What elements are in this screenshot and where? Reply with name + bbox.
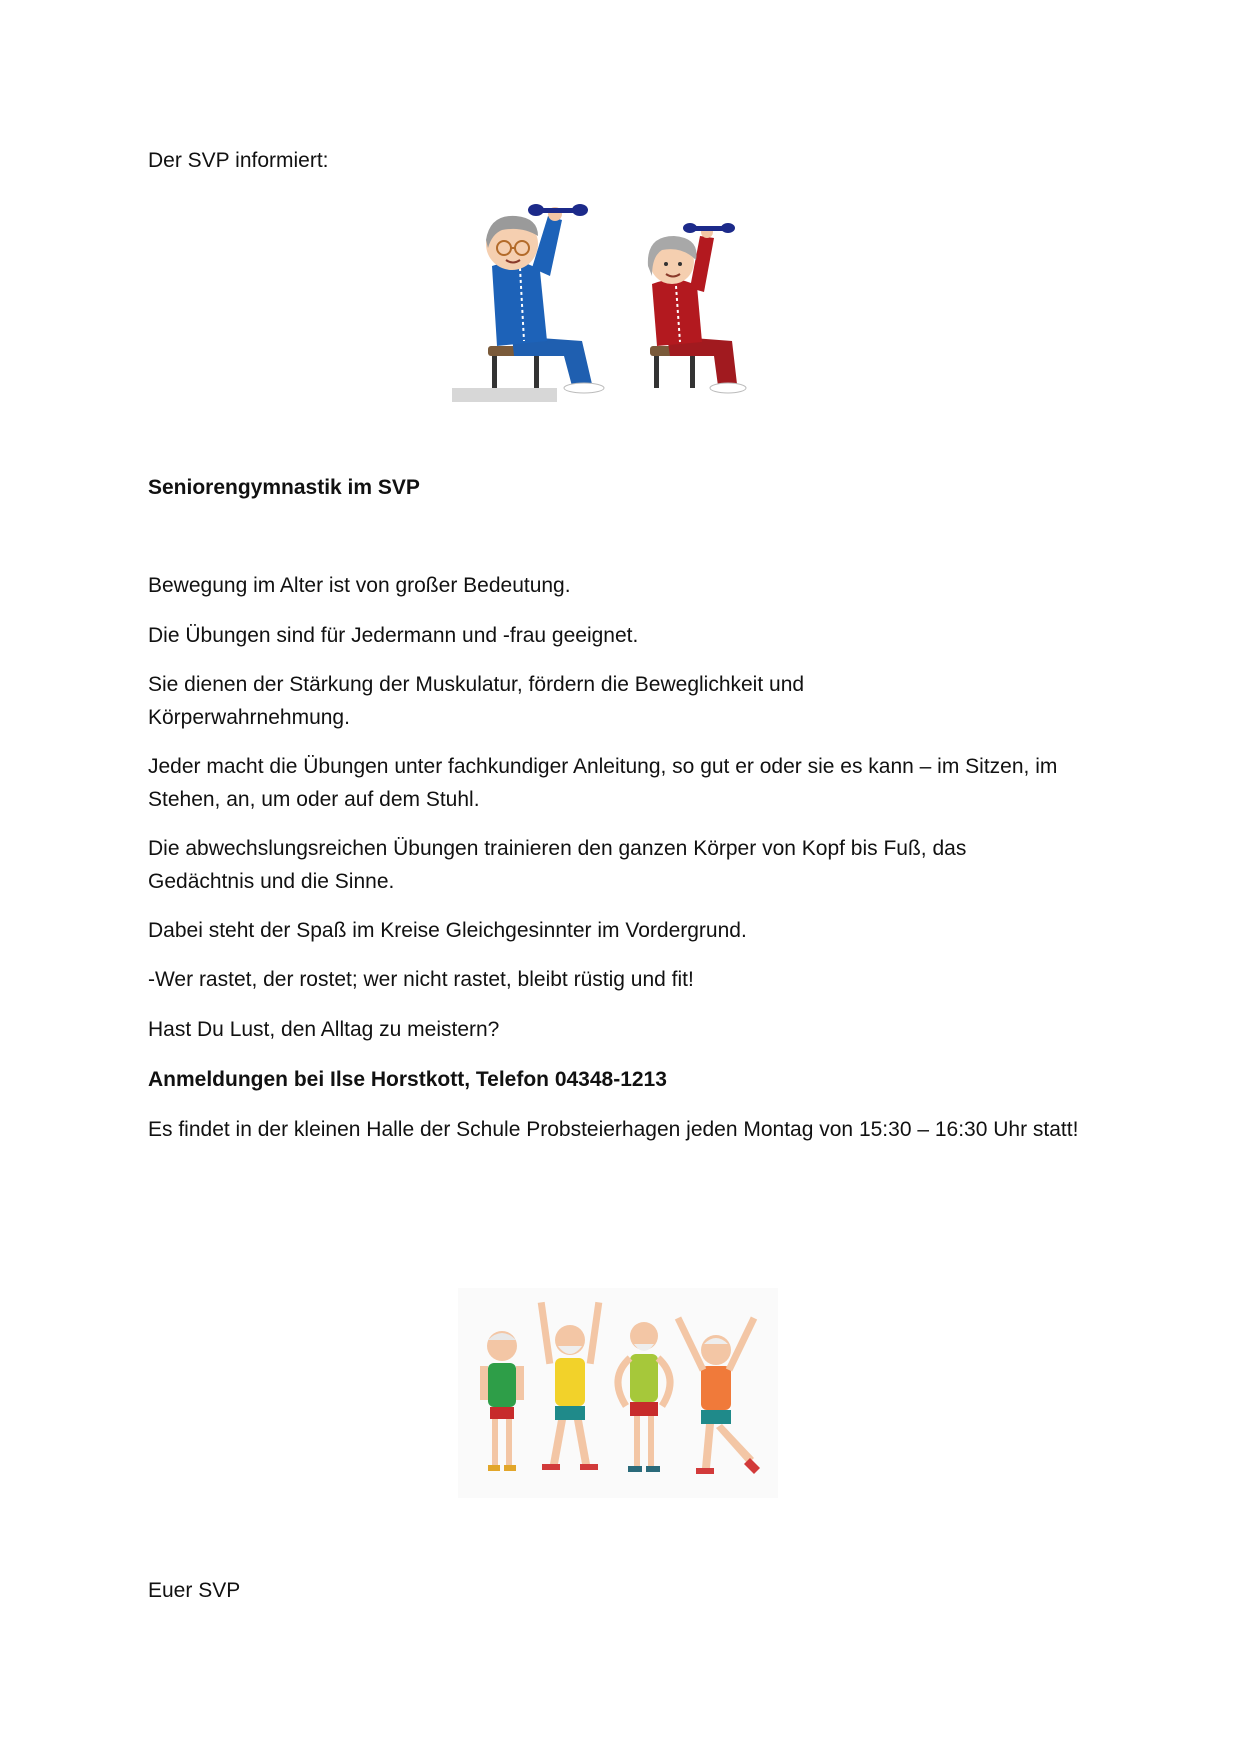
paragraph-3: Sie dienen der Stärkung der Muskulatur, fördern die Beweglichkeit und Körperwahrnehmung. (148, 673, 805, 729)
paragraph-6: Dabei steht der Spaß im Kreise Gleichgesinnter im Vordergrund. (148, 919, 747, 942)
seniors-dumbbell-illustration (452, 196, 782, 406)
seniors-group-exercise-illustration (458, 1288, 778, 1498)
paragraph-5: Die abwechslungsreichen Übungen trainieren den ganzen Körper von Kopf bis Fuß, das Gedächtnis und die Sinne. (148, 837, 967, 893)
paragraph-1: Bewegung im Alter ist von großer Bedeutung. (148, 574, 571, 597)
contact-line: Anmeldungen bei Ilse Horstkott, Telefon 04348-1213 (148, 1068, 667, 1091)
paragraph-4: Jeder macht die Übungen unter fachkundiger Anleitung, so gut er oder sie es kann – im Sitzen, im Stehen, an, um oder auf dem Stuhl. (148, 755, 1058, 811)
paragraph-7: -Wer rastet, der rostet; wer nicht rastet, bleibt rüstig und fit! (148, 968, 694, 991)
page-title: Seniorengymnastik im SVP (148, 476, 420, 499)
signature: Euer SVP (148, 1579, 241, 1602)
intro-line: Der SVP informiert: (148, 149, 329, 172)
paragraph-2: Die Übungen sind für Jedermann und -frau geeignet. (148, 624, 639, 647)
paragraph-8: Hast Du Lust, den Alltag zu meistern? (148, 1018, 500, 1041)
schedule-line: Es findet in der kleinen Halle der Schule Probsteierhagen jeden Montag von 15:30 – 16:30 Uhr statt! (148, 1118, 1079, 1141)
